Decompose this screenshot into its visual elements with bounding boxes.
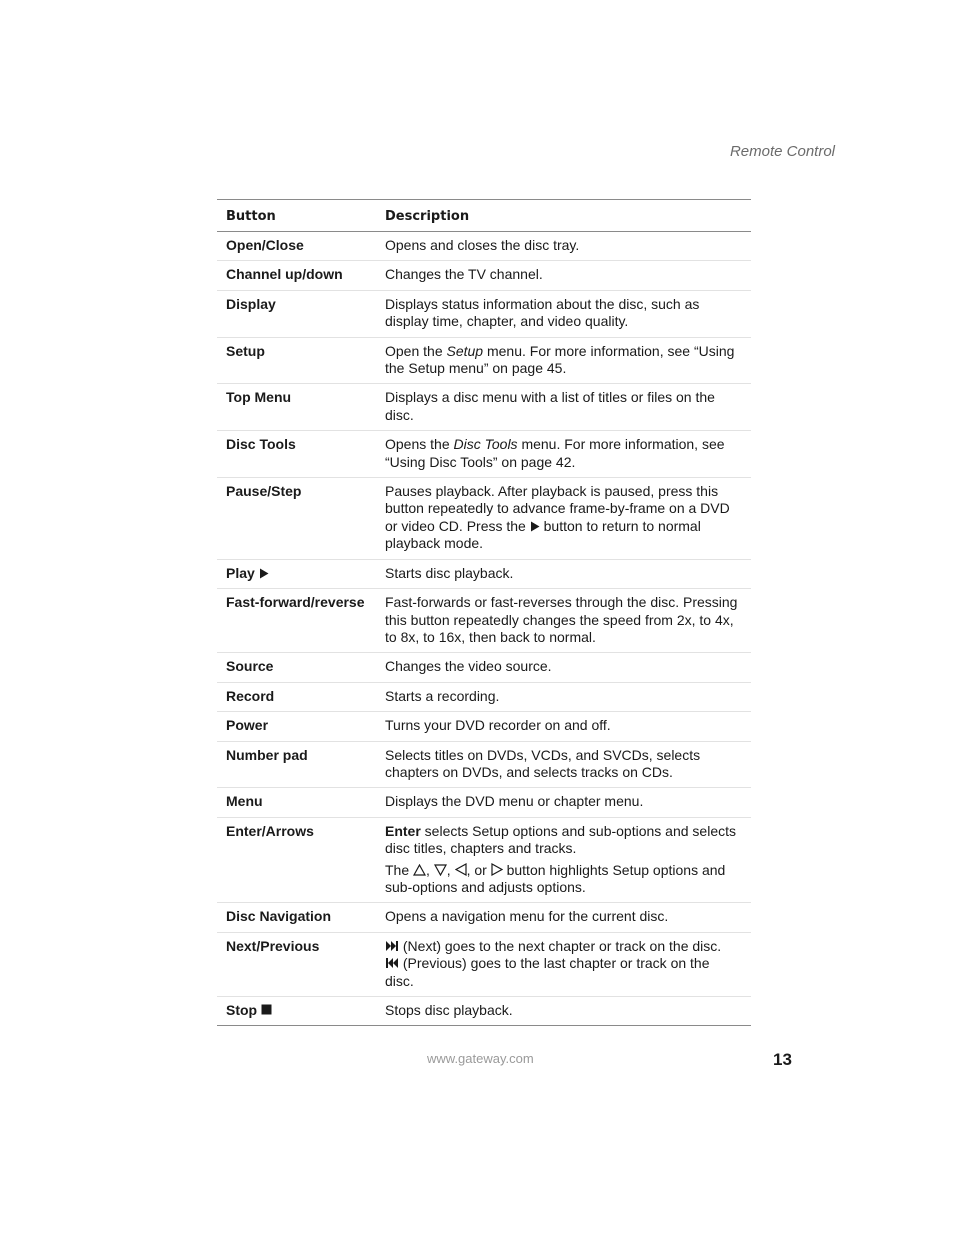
table-row	[217, 712, 751, 741]
table-row	[217, 232, 751, 261]
row-description: (Next) goes to the next chapter or track on the disc. (Previous) goes to the last chapter or track on the disc.	[385, 937, 722, 989]
row-description: Opens and closes the disc tray.	[385, 237, 580, 253]
table-row	[217, 742, 751, 789]
footer-url: www.gateway.com	[427, 1051, 534, 1066]
row-description: Changes the video source.	[385, 658, 552, 675]
row-description: Fast-forwards or fast-reverses through the disc. Pressing this button repeatedly changes the speed from 2x, to 4x, to 8x, to 16x, then back to normal.	[385, 594, 738, 645]
row-description: Turns your DVD recorder on and off.	[385, 717, 611, 734]
row-button-label: Record	[226, 687, 275, 704]
row-description: Displays a disc menu with a list of titles or files on the disc.	[385, 389, 715, 423]
row-button-label: Next/Previous	[226, 937, 320, 954]
table-row	[217, 903, 751, 932]
row-button-label: Menu	[226, 793, 263, 810]
row-button-label: Top Menu	[226, 389, 292, 406]
stop-icon	[261, 1004, 272, 1015]
play-icon	[530, 521, 540, 532]
row-description: Selects titles on DVDs, VCDs, and SVCDs, selects chapters on DVDs, and selects tracks on CDs.	[385, 746, 701, 780]
table-row	[217, 589, 751, 653]
table-row	[217, 933, 751, 997]
column-header-description: Description	[385, 208, 470, 224]
row-button-label: Display	[226, 295, 276, 312]
row-description: Displays the DVD menu or chapter menu.	[385, 793, 644, 810]
left-triangle-icon	[455, 863, 467, 876]
table-row	[217, 653, 751, 682]
table-row	[217, 384, 751, 431]
page-number: 13	[773, 1050, 792, 1069]
table-row	[217, 683, 751, 712]
row-description: Stops disc playback.	[385, 1002, 513, 1018]
row-button-label: Pause/Step	[226, 483, 302, 500]
row-button-label: Setup	[226, 342, 265, 359]
row-button-label: Power	[226, 717, 269, 734]
table-header	[217, 200, 751, 232]
row-description: Pauses playback. After playback is paused, press this button repeatedly to advance frame-by-frame on a DVD or video CD. Press the button to return to normal playback mode.	[385, 483, 730, 552]
row-button-label: Disc Tools	[226, 436, 296, 453]
row-button-label: Disc Navigation	[226, 908, 332, 925]
previous-icon	[385, 957, 399, 969]
column-header-button: Button	[226, 208, 276, 224]
row-button-label: Channel up/down	[226, 266, 343, 283]
page-header-title: Remote Control	[729, 143, 835, 160]
row-button-label: Number pad	[226, 746, 308, 763]
table-row	[217, 560, 751, 589]
row-button-label: Stop	[226, 1002, 258, 1018]
table-row	[217, 431, 751, 478]
row-button-label: Play	[226, 564, 255, 581]
table-row	[217, 291, 751, 338]
row-description: Opens a navigation menu for the current disc.	[385, 908, 669, 925]
down-triangle-icon	[434, 864, 447, 876]
play-icon	[259, 568, 269, 579]
row-button-label: Source	[226, 658, 274, 675]
next-icon	[385, 940, 399, 952]
table-row	[217, 997, 751, 1025]
row-description: Opens the Disc Tools menu. For more information, see “Using Disc Tools” on page 42.	[385, 436, 725, 470]
right-triangle-icon	[491, 863, 503, 876]
button-description-table	[217, 199, 751, 1026]
row-description: Starts disc playback.	[385, 564, 514, 581]
table-row	[217, 261, 751, 290]
row-description: Starts a recording.	[385, 687, 500, 704]
table-row	[217, 788, 751, 817]
table-row	[217, 478, 751, 560]
row-description: Open the Setup menu. For more information, see “Using the Setup menu” on page 45.	[385, 342, 735, 377]
row-description: Changes the TV channel.	[385, 266, 543, 283]
row-description: Enter selects Setup options and sub-options and selects disc titles, chapters and tracks. The , , , or button highlights Setup options and sub-options and adjusts options.	[385, 822, 736, 895]
row-button-label: Fast-forward/reverse	[226, 594, 365, 611]
up-triangle-icon	[413, 864, 426, 876]
row-description: Displays status information about the disc, such as display time, chapter, and video quality.	[385, 295, 700, 330]
table-row	[217, 338, 751, 385]
row-button-label: Open/Close	[226, 237, 304, 253]
row-button-label: Enter/Arrows	[226, 822, 314, 839]
table-row	[217, 818, 751, 904]
